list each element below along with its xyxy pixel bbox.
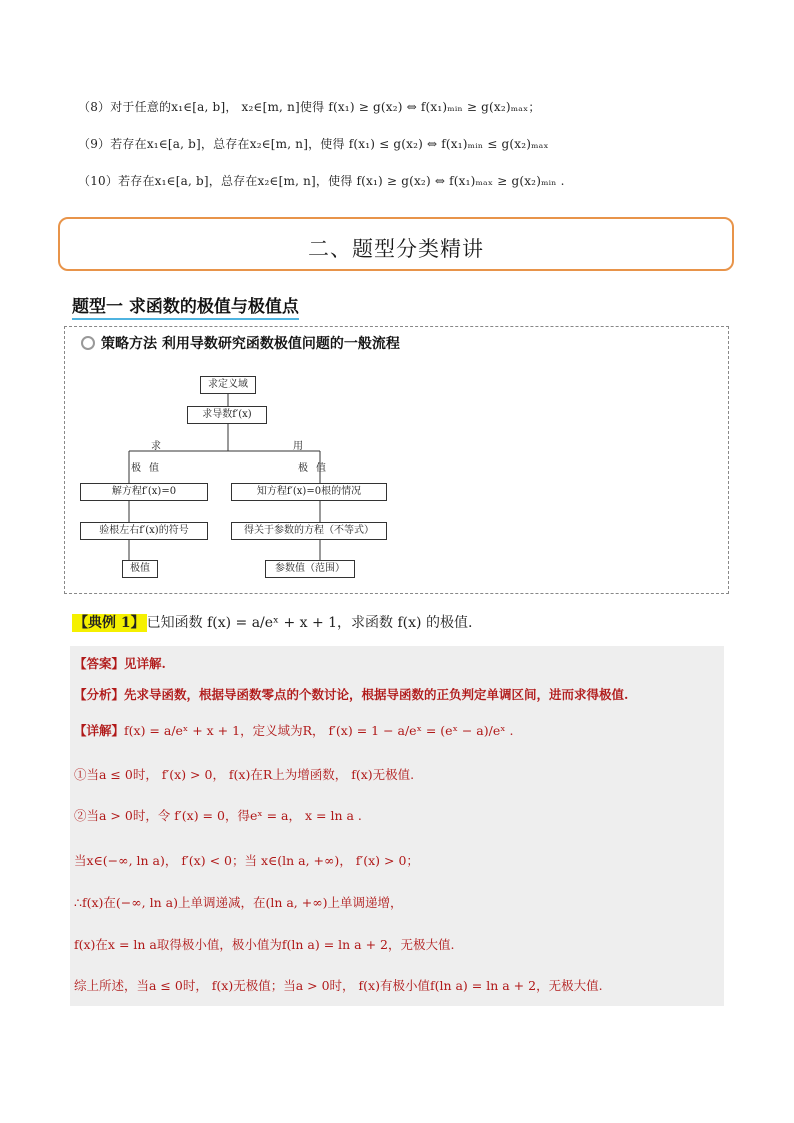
condition-line-9: （9）若存在x₁∈[a, b]，总存在x₂∈[m, n]，使得 f(x₁) ≤ g(x₂) ⇔ f(x₁)ₘᵢₙ ≤ g(x₂)ₘₐₓ <box>78 137 549 151</box>
flow-label-zhi-right: 值 <box>316 463 326 474</box>
answer-line <box>74 654 166 672</box>
flow-node-domain: 求定义域 <box>200 376 256 394</box>
min-value-line: f(x)在x = ln a取得极小值，极小值为f(ln a) = ln a + 2，无极大值. <box>74 937 455 952</box>
analysis-text: 先求导函数，根据导函数零点的个数讨论，根据导函数的正负判定单调区间，进而求得极值. <box>124 687 629 702</box>
flow-node-param-value: 参数值（范围） <box>265 560 355 578</box>
flow-label-yong: 用 <box>293 441 303 452</box>
flow-node-extreme-value: 极值 <box>122 560 158 578</box>
condition-line-8: （8）对于任意的x₁∈[a, b]， x₂∈[m, n]使得 f(x₁) ≥ g(x₂) ⇔ f(x₁)ₘᵢₙ ≥ g(x₂)ₘₐₓ； <box>78 100 541 114</box>
section-banner <box>58 217 734 271</box>
strategy-box <box>64 326 729 594</box>
analysis-label: 【分析】 <box>74 687 125 702</box>
case1-line: ①当a ≤ 0时， f′(x) > 0， f(x)在R上为增函数， f(x)无极值. <box>74 767 415 782</box>
detail-text: f(x) = a/eˣ + x + 1，定义域为R， f′(x) = 1 − a/eˣ = (eˣ − a)/eˣ . <box>124 723 514 738</box>
condition-line-10: （10）若存在x₁∈[a, b]，总存在x₂∈[m, n]，使得 f(x₁) ≥ g(x₂) ⇔ f(x₁)ₘₐₓ ≥ g(x₂)ₘᵢₙ . <box>78 174 565 188</box>
case2-line: ②当a > 0时，令 f′(x) = 0，得eˣ = a， x = ln a . <box>74 808 362 823</box>
flow-node-param-equation: 得关于参数的方程（不等式） <box>231 522 387 540</box>
detail-label: 【详解】 <box>74 723 125 738</box>
flowchart-connectors <box>65 327 730 595</box>
flow-label-ji-left: 极 <box>131 463 141 474</box>
answer-label: 【答案】 <box>74 656 125 671</box>
monotone-line: ∴f(x)在(−∞, ln a)上单调递减，在(ln a, +∞)上单调递增， <box>74 895 403 910</box>
case2-sign-line: 当x∈(−∞, ln a)， f′(x) < 0；当 x∈(ln a, +∞)， f′(x) > 0； <box>74 853 419 868</box>
flow-node-solve-equation: 解方程f′(x)=0 <box>80 483 208 501</box>
flow-node-check-sign: 验根左右f′(x)的符号 <box>80 522 208 540</box>
banner-title: 二、题型分类精讲 <box>308 237 484 261</box>
detail-line <box>74 721 513 739</box>
summary-line: 综上所述，当a ≤ 0时， f(x)无极值；当a > 0时， f(x)有极小值f(ln a) = ln a + 2，无极大值. <box>74 978 603 993</box>
section-title: 题型一 求函数的极值与极值点 <box>72 292 299 320</box>
flow-node-derivative: 求导数f′(x) <box>187 406 267 424</box>
strategy-title-text: 策略方法 利用导数研究函数极值问题的一般流程 <box>101 336 400 352</box>
example-tag: 【典例 1】 <box>74 615 145 631</box>
flow-label-qiu: 求 <box>151 441 161 452</box>
example-heading <box>72 612 472 632</box>
analysis-line <box>74 685 628 703</box>
example-text: 已知函数 f(x) = a/eˣ + x + 1，求函数 f(x) 的极值. <box>146 615 473 631</box>
flow-label-ji-right: 极 <box>298 463 308 474</box>
flow-node-root-info: 知方程f′(x)=0根的情况 <box>231 483 387 501</box>
answer-text: 见详解. <box>124 656 166 671</box>
flow-label-zhi-left: 值 <box>149 463 159 474</box>
